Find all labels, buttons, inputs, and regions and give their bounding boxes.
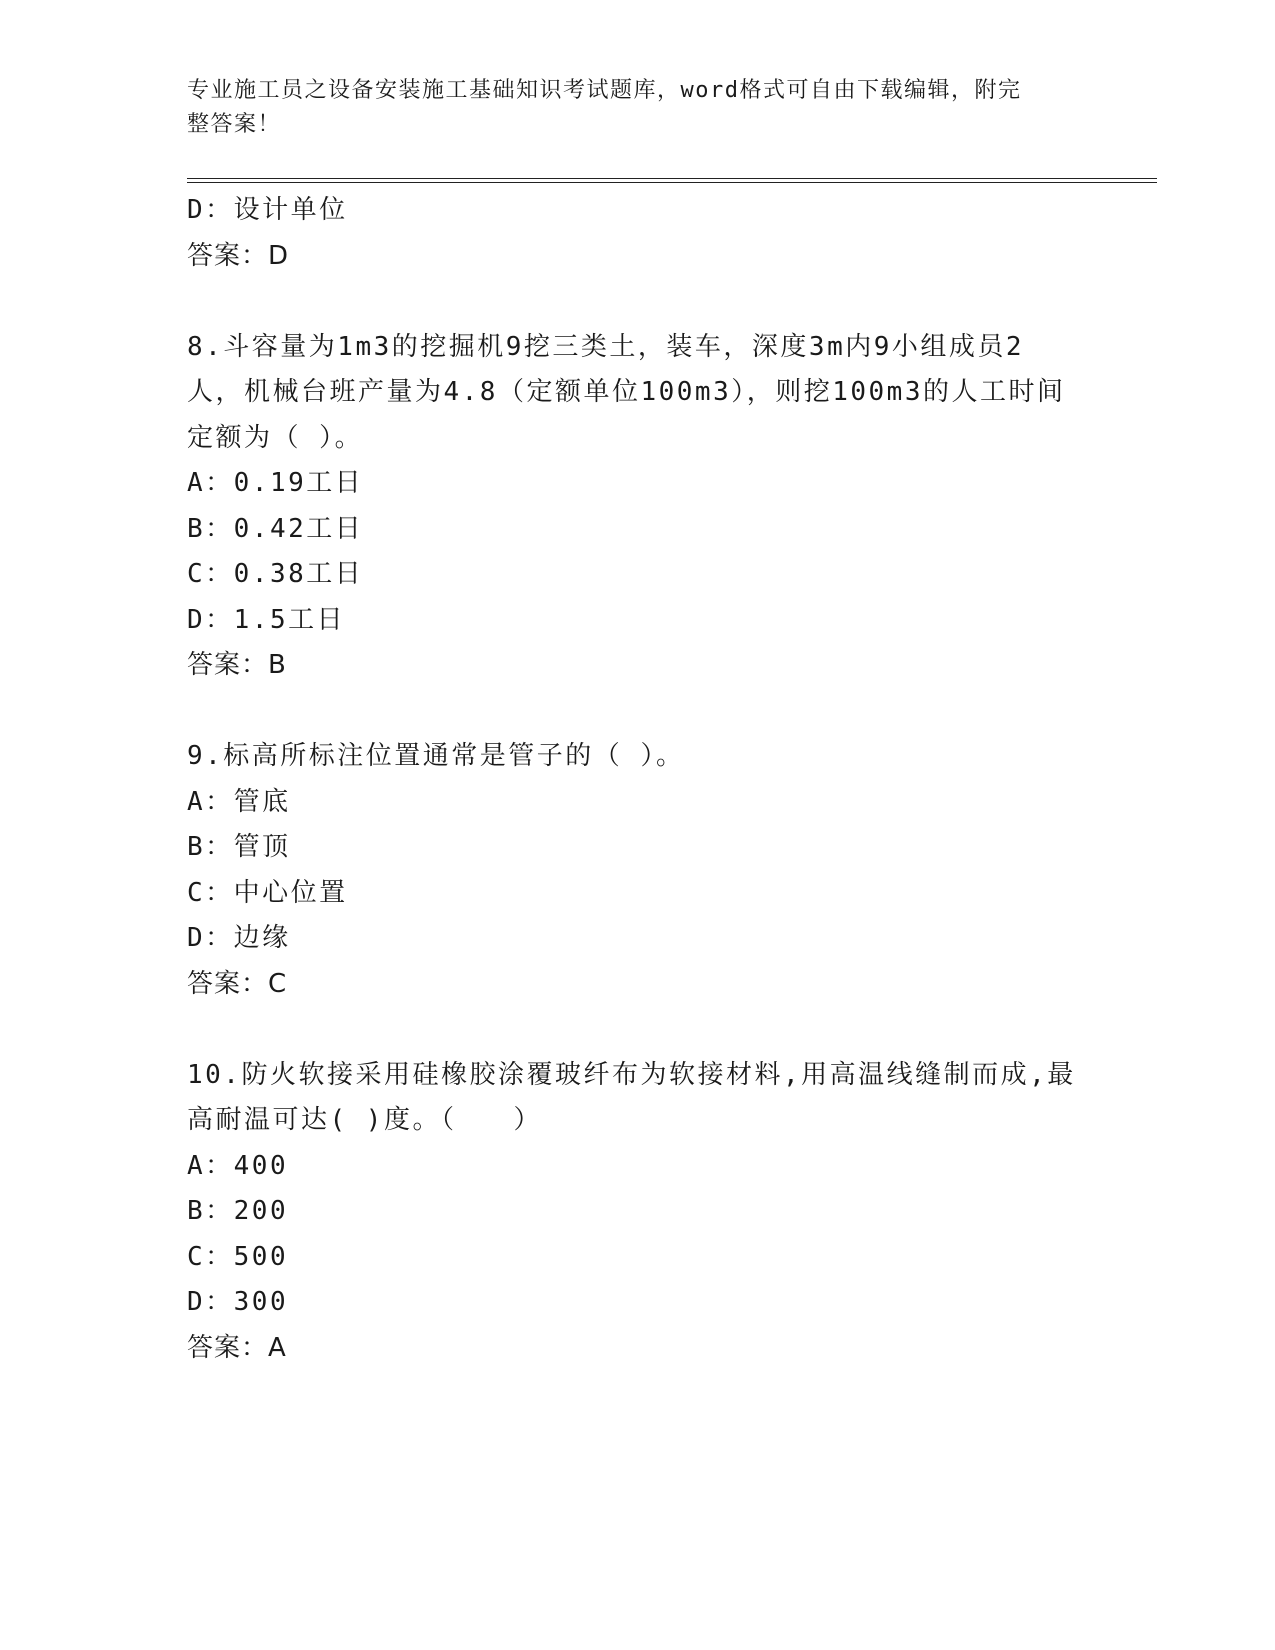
q9-option-d: D：边缘 — [187, 923, 291, 953]
q8-stem-line-1: 8.斗容量为1m3的挖掘机9挖三类土，装车，深度3m内9小组成员2 — [187, 331, 1025, 362]
q9-option-a: A：管底 — [187, 786, 291, 817]
spacer — [187, 689, 1087, 735]
header-line-2: 整答案！ — [187, 112, 282, 137]
header-divider-top — [187, 178, 1157, 179]
q9-answer: 答案：C — [187, 968, 288, 999]
question-7-tail — [187, 188, 1087, 279]
q7-option-d: D：设计单位 — [187, 195, 348, 225]
q10-stem-line-2: 高耐温可达( )度。（ ） — [187, 1105, 542, 1135]
header-line-1: 专业施工员之设备安装施工基础知识考试题库，word格式可自由下载编辑，附完 — [187, 78, 1022, 103]
question-list — [187, 188, 1087, 1371]
spacer — [187, 1007, 1087, 1053]
q8-answer: 答案：B — [187, 650, 287, 680]
q8-stem-line-2: 人，机械台班产量为4.8（定额单位100m3），则挖100m3的人工时间 — [187, 377, 1066, 407]
q10-option-b: B：200 — [187, 1196, 289, 1226]
question-10 — [187, 1053, 1087, 1372]
q8-option-b: B：0.42工日 — [187, 513, 364, 544]
question-9 — [187, 734, 1087, 1007]
q10-stem-line-1: 10.防火软接采用硅橡胶涂覆玻纤布为软接材料,用高温线缝制而成,最 — [187, 1059, 1076, 1090]
q8-option-a: A：0.19工日 — [187, 468, 364, 498]
q9-option-b: B：管顶 — [187, 832, 291, 862]
question-8 — [187, 325, 1087, 689]
q10-option-d: D：300 — [187, 1287, 289, 1317]
q10-option-a: A：400 — [187, 1150, 289, 1181]
q10-answer: 答案：A — [187, 1332, 287, 1363]
document-header — [187, 74, 1067, 142]
q9-stem-line-1: 9.标高所标注位置通常是管子的（ ）。 — [187, 741, 685, 771]
q8-option-c: C：0.38工日 — [187, 559, 364, 589]
spacer — [187, 279, 1087, 325]
q8-option-d: D：1.5工日 — [187, 604, 346, 635]
q9-option-c: C：中心位置 — [187, 877, 348, 908]
q10-option-c: C：500 — [187, 1241, 289, 1272]
q7-answer: 答案：D — [187, 240, 290, 271]
header-divider-bottom — [187, 182, 1157, 183]
q8-stem-line-3: 定额为（ ）。 — [187, 422, 364, 453]
